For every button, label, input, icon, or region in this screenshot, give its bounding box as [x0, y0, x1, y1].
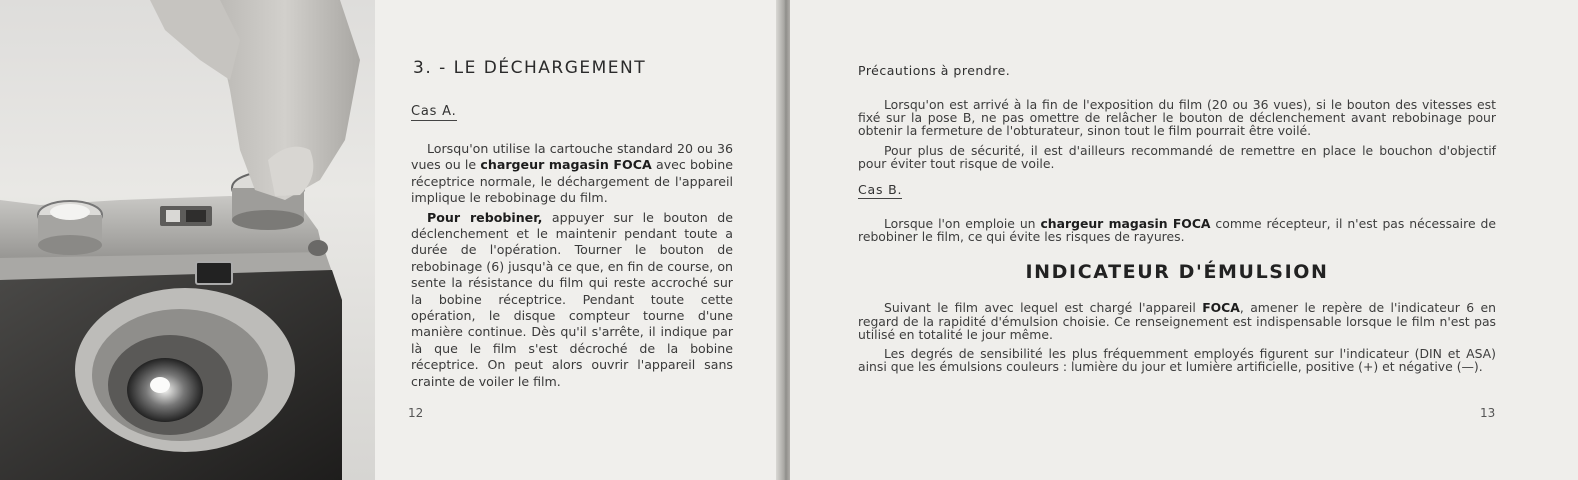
paragraph-indicator: Suivant le film avec lequel est chargé l'appareil FOCA, amener le repère de l'indicateur 6 en regard de la rapidité d'émulsion choisie. Ce renseignement est indispensable lorsque le film n'est pas utilisé en totalité le jour même.	[858, 300, 1496, 342]
camera-illustration-icon	[0, 0, 375, 480]
case-a-label: Cas A.	[411, 104, 457, 119]
indicator-heading: INDICATEUR D'ÉMULSION	[1025, 261, 1329, 284]
paragraph-lens-cap: Pour plus de sécurité, il est d'ailleurs recommandé de remettre en place le bouchon d'objectif pour éviter tout risque de voile.	[858, 142, 1496, 171]
paragraph-precautions: Lorsqu'on est arrivé à la fin de l'exposition du film (20 ou 36 vues), si le bouton des vitesses est fixé sur la pose B, ne pas omettre de relâcher le bouton de déclenchement avant rebobinage pour obtenir la fermeture de l'obturateur, sinon tout le film pourrait être voilé.	[858, 97, 1496, 139]
right-text-column	[858, 63, 1496, 379]
section-title: 3. - LE DÉCHARGEMENT	[413, 58, 647, 78]
case-b-label: Cas B.	[858, 182, 903, 198]
paragraph-rewind: Pour rebobiner, appuyer sur le bouton de déclenchement et le maintenir pendant toute a durée de l'opération. Tourner le bouton de rebobinage (6) jusqu'à ce que, en fin de course, on sente la résistance du film qui reste accroché sur la bobine réceptrice. Pendant toute cette opération, le disque compteur tourne d'une manière continue. Dès qu'il s'arrête, il indique par là que le film s'est décroché de la bobine réceptrice. On peut alors ouvrir l'appareil sans crainte de voiler le film.	[411, 209, 733, 389]
page-number-right: 13	[1480, 406, 1496, 420]
precautions-heading: Précautions à prendre.	[858, 63, 1011, 78]
left-page	[0, 0, 780, 480]
camera-photo	[0, 0, 375, 480]
left-text-column	[411, 58, 733, 393]
page-number-left: 12	[408, 406, 424, 420]
paragraph-sensitivity: Les degrés de sensibilité les plus fréquemment employés figurent sur l'indicateur (DIN et ASA) ainsi que les émulsions couleurs : lumière du jour et lumière artificielle, positive (+) et négative (—).	[858, 346, 1496, 375]
paragraph-unloading: Lorsqu'on utilise la cartouche standard 20 ou 36 vues ou le chargeur magasin FOCA avec bobine réceptrice normale, le déchargement de l'appareil implique le rebobinage du film.	[411, 141, 733, 206]
paragraph-case-b: Lorsque l'on emploie un chargeur magasin FOCA comme récepteur, il n'est pas nécessaire de rebobiner le film, ce qui évite les risques de rayures.	[858, 216, 1496, 245]
